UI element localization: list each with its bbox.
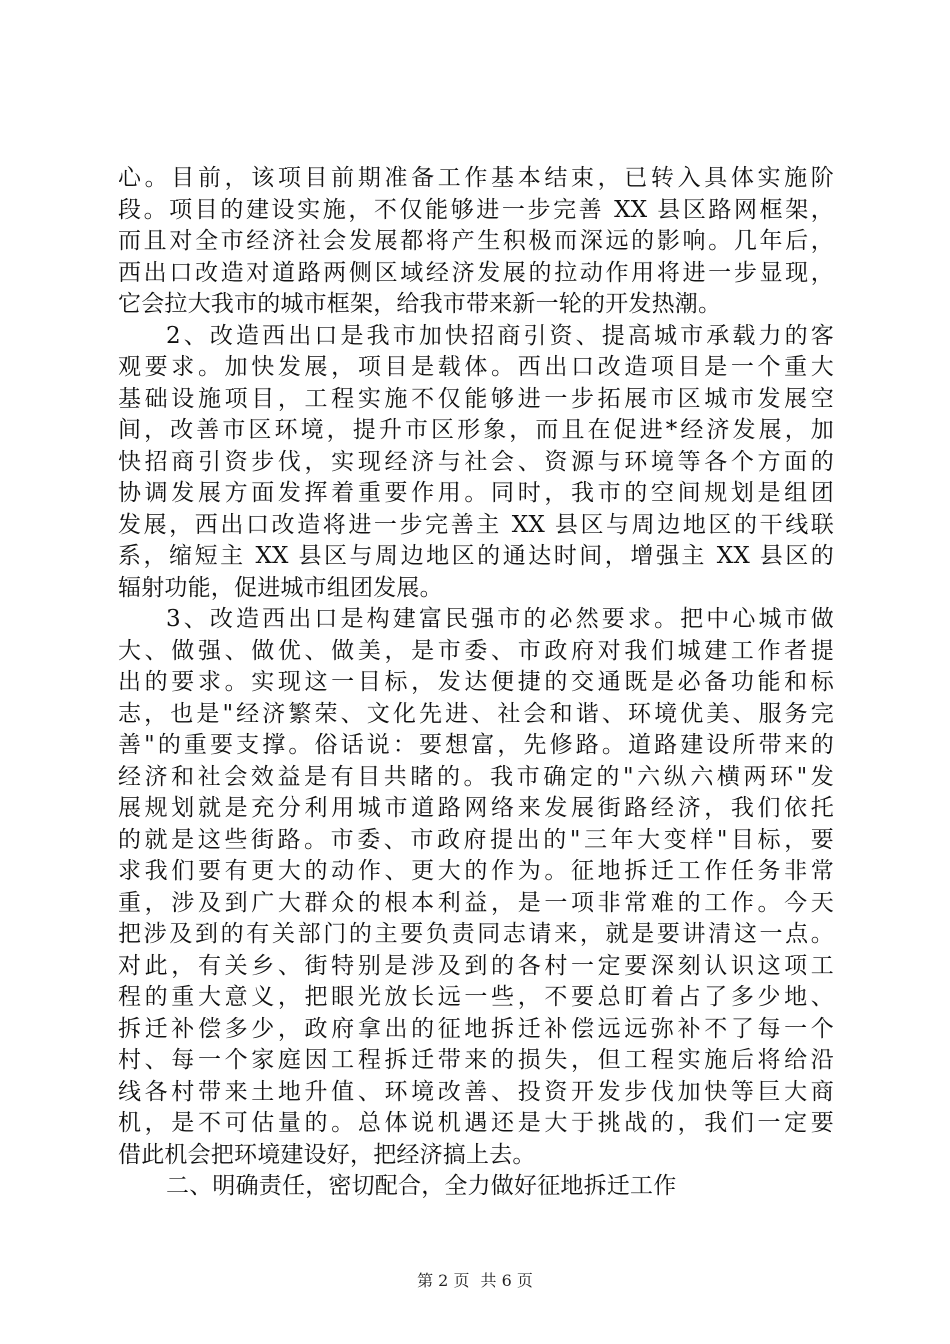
text-line: 西出口改造对道路两侧区域经济发展的拉动作用将进一步显现， bbox=[118, 259, 834, 286]
text-line: 借此机会把环境建设好，把经济搞上去。 bbox=[118, 1141, 536, 1168]
body-text bbox=[118, 163, 834, 1203]
text-line: 大、做强、做优、做美，是市委、市政府对我们城建工作者提 bbox=[118, 637, 834, 664]
text-line: 志，也是"经济繁荣、文化先进、社会和谐、环境优美、服务完 bbox=[118, 700, 834, 727]
text-line: 对此，有关乡、街特别是涉及到的各村一定要深刻认识这项工 bbox=[118, 952, 834, 979]
text-line: 出的要求。实现这一目标，发达便捷的交通既是必备功能和标 bbox=[118, 669, 834, 695]
text-line: 发展，西出口改造将进一步完善主 XX 县区与周边地区的干线联 bbox=[118, 511, 834, 538]
text-line: 村、每一个家庭因工程拆迁带来的损失，但工程实施后将给沿 bbox=[118, 1047, 834, 1073]
text-line: 快招商引资步伐，实现经济与社会、资源与环境等各个方面的 bbox=[118, 448, 834, 475]
text-line: 善"的重要支撑。俗话说：要想富，先修路。道路建设所带来的 bbox=[118, 732, 834, 758]
text-line: 它会拉大我市的城市框架，给我市带来新一轮的开发热潮。 bbox=[118, 291, 722, 317]
page-total: 共 6 页 bbox=[480, 1271, 533, 1290]
text-line: 程的重大意义，把眼光放长远一些，不要总盯着占了多少地、 bbox=[118, 984, 834, 1010]
text-line: 段。项目的建设实施，不仅能够进一步完善 XX 县区路网框架， bbox=[118, 196, 834, 223]
text-line: 而且对全市经济社会发展都将产生积极而深远的影响。几年后， bbox=[118, 228, 834, 254]
text-line: 求我们要有更大的动作、更大的作为。征地拆迁工作任务非常 bbox=[118, 858, 834, 884]
text-line: 辐射功能，促进城市组团发展。 bbox=[118, 574, 443, 601]
text-line: 观要求。加快发展，项目是载体。西出口改造项目是一个重大 bbox=[118, 354, 834, 380]
section-heading: 二、明确责任，密切配合，全力做好征地拆迁工作 bbox=[166, 1173, 677, 1199]
page-footer bbox=[0, 1271, 950, 1291]
text-line: 的就是这些街路。市委、市政府提出的"三年大变样"目标，要 bbox=[118, 826, 834, 853]
text-line: 展规划就是充分利用城市道路网络来发展街路经济，我们依托 bbox=[118, 795, 834, 821]
text-line: 经济和社会效益是有目共睹的。我市确定的"六纵六横两环"发 bbox=[118, 763, 834, 790]
text-line: 拆迁补偿多少，政府拿出的征地拆迁补偿远远弥补不了每一个 bbox=[118, 1015, 834, 1042]
text-line: 机，是不可估量的。总体说机遇还是大于挑战的，我们一定要 bbox=[118, 1110, 834, 1136]
text-line: 基础设施项目，工程实施不仅能够进一步拓展市区城市发展空 bbox=[118, 385, 834, 412]
text-line: 2、改造西出口是我市加快招商引资、提高城市承载力的客 bbox=[166, 322, 834, 349]
text-line: 间，改善市区环境，提升市区形象，而且在促进*经济发展，加 bbox=[118, 417, 834, 443]
text-line: 心。目前，该项目前期准备工作基本结束，已转入具体实施阶 bbox=[118, 165, 834, 191]
text-line: 重，涉及到广大群众的根本利益，是一项非常难的工作。今天 bbox=[118, 889, 834, 916]
text-line: 系，缩短主 XX 县区与周边地区的通达时间，增强主 XX 县区的 bbox=[118, 543, 834, 569]
page-number: 第 2 页 bbox=[417, 1271, 470, 1290]
text-line: 协调发展方面发挥着重要作用。同时，我市的空间规划是组团 bbox=[118, 480, 834, 506]
text-line: 线各村带来土地升值、环境改善、投资开发步伐加快等巨大商 bbox=[118, 1078, 834, 1105]
text-line: 3、改造西出口是构建富民强市的必然要求。把中心城市做 bbox=[166, 606, 834, 632]
text-line: 把涉及到的有关部门的主要负责同志请来，就是要讲清这一点。 bbox=[118, 921, 834, 947]
